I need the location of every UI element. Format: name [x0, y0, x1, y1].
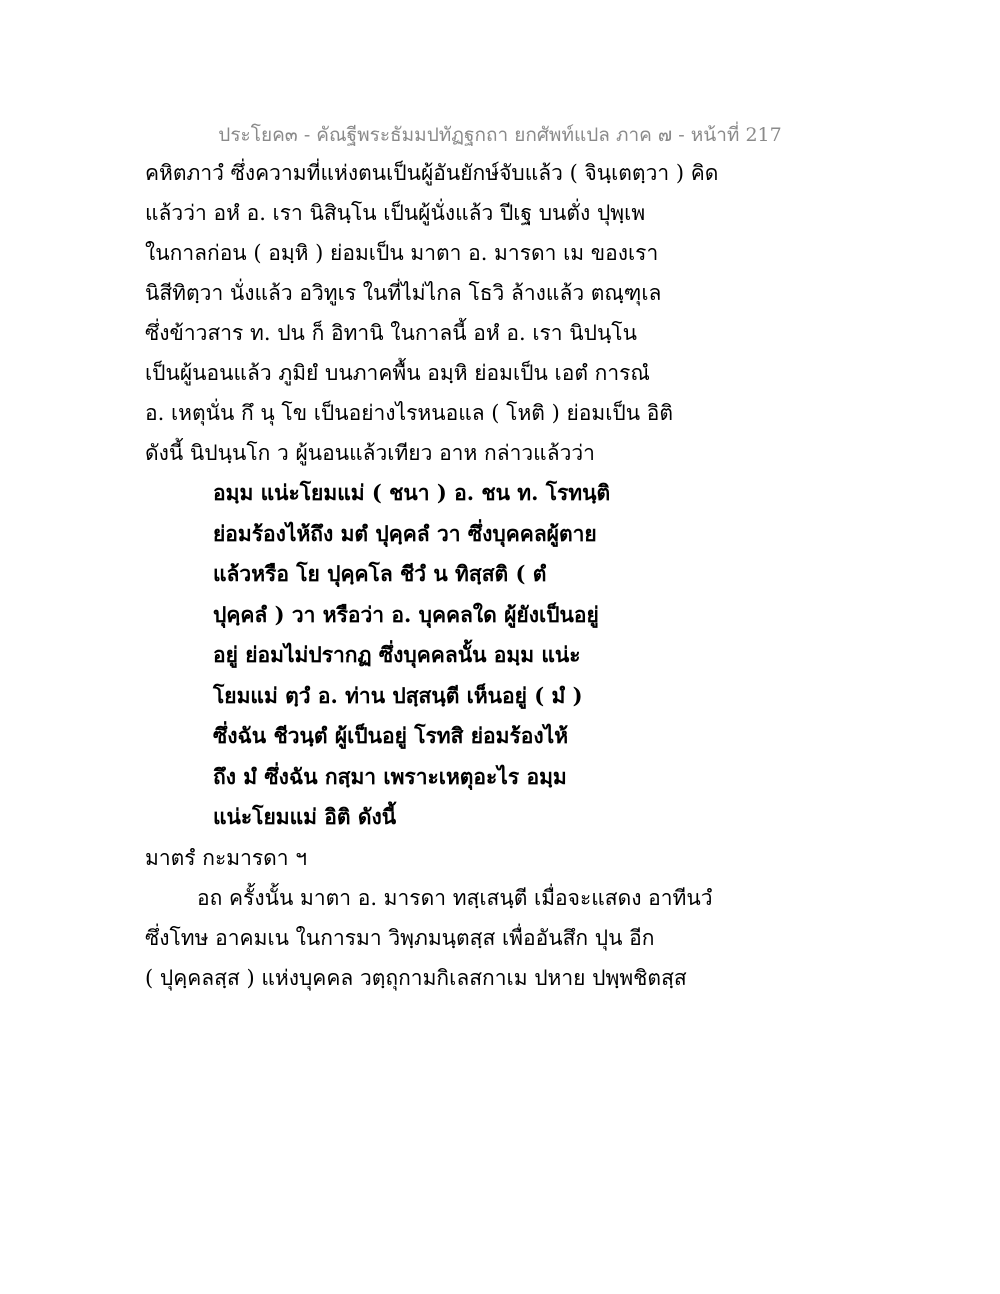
text-line: ดังนี้ นิปนฺนโก ว ผู้นอนแล้วเทียว อาห กล่าวแล้วว่า	[145, 441, 595, 465]
text-line: ซึ่งข้าวสาร ท. ปน ก็ อิทานิ ในกาลนี้ อหํ อ. เรา นิปนฺโน	[145, 321, 637, 345]
prose-block	[145, 153, 865, 473]
text-line: คหิตภาวํ ซึ่งความที่แห่งตนเป็นผู้อันยักษ์จับแล้ว ( จินฺเตตฺวา ) คิด	[145, 161, 719, 185]
verse-line: ปุคฺคลํ ) วา หรือว่า อ. บุคคลใด ผู้ยังเป็นอยู่	[213, 601, 599, 627]
verse-line: อมฺม แน่ะโยมแม่ ( ชนา ) อ. ชน ท. โรทนฺติ	[213, 480, 611, 505]
text-line: เป็นผู้นอนแล้ว ภูมิยํ บนภาคพื้น อมฺหิ ย่อมเป็น เอตํ การณํ	[145, 361, 650, 385]
verse-line: อยู่ ย่อมไม่ปรากฏ ซึ่งบุคคลนั้น อมฺม แน่ะ	[213, 642, 581, 667]
paragraph-first-line: อถ ครั้งนั้น มาตา อ. มารดา ทสฺเสนฺตี เมื่อจะแสดง อาทีนวํ	[197, 886, 713, 910]
text-line: ( ปุคฺคลสฺส ) แห่งบุคคล วตฺถุกามกิเลสกาเม ปหาย ปพฺพชิตสฺส	[145, 966, 687, 990]
closing-prose-block	[145, 838, 865, 998]
verse-line: แน่ะโยมแม่ อิติ ดังนี้	[213, 804, 397, 829]
text-line: ซึ่งโทษ อาคมเน ในการมา วิพฺภมนฺตสฺส เพื่ออันสึก ปุน อีก	[145, 926, 655, 950]
verse-line: ย่อมร้องไห้ถึง มตํ ปุคฺคลํ วา ซึ่งบุคคลผู้ตาย	[213, 520, 597, 546]
running-header: ประโยค๓ - คัณฐีพระธัมมปทัฏฐกถา ยกศัพท์แปล ภาค ๗ - หน้าที่ 217	[218, 124, 782, 146]
quoted-verse-block	[213, 473, 813, 838]
text-line: มาตรํ กะมารดา ฯ	[145, 846, 308, 870]
verse-line: แล้วหรือ โย ปุคฺคโล ชีวํ น ทิสฺสติ ( ตํ	[213, 561, 547, 586]
verse-line: ถึง มํ ซึ่งฉัน กสฺมา เพราะเหตุอะไร อมฺม	[213, 763, 567, 789]
verse-line: โยมแม่ ตฺวํ อ. ท่าน ปสฺสนฺตี เห็นอยู่ ( มํ )	[213, 682, 583, 708]
text-line: นิสีทิตฺวา นั่งแล้ว อวิทูเร ในที่ไม่ไกล โธวิ ล้างแล้ว ตณฺฑุเล	[145, 281, 662, 305]
text-line: อ. เหตุนั่น กึ นุ โข เป็นอย่างไรหนอแล ( โหติ ) ย่อมเป็น อิติ	[145, 401, 674, 425]
verse-line: ซึ่งฉัน ชีวนฺตํ ผู้เป็นอยู่ โรทสิ ย่อมร้องไห้	[213, 723, 569, 748]
text-line: แล้วว่า อหํ อ. เรา นิสินฺโน เป็นผู้นั่งแล้ว ปีเฐ บนตั่ง ปุพฺเพ	[145, 201, 646, 225]
text-line: ในกาลก่อน ( อมฺหิ ) ย่อมเป็น มาตา อ. มารดา เม ของเรา	[145, 241, 659, 265]
